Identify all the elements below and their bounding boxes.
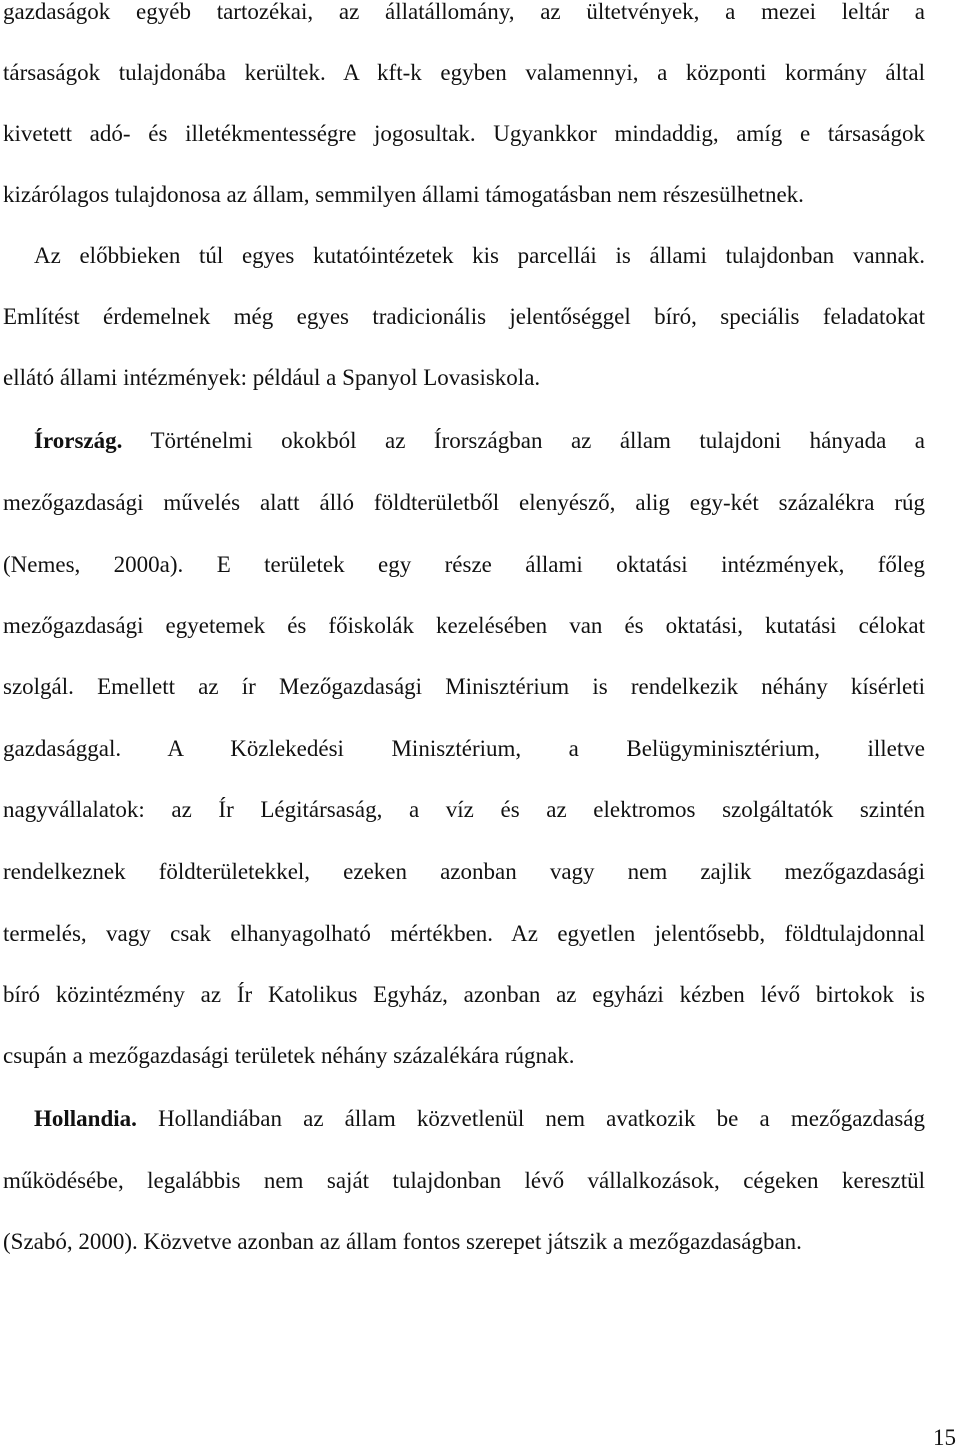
text-line: nagyvállalatok: az Ír Légitársaság, a víz és az elektromos szolgáltatók szintén	[3, 797, 925, 822]
text-line: termelés, vagy csak elhanyagolható mértékben. Az egyetlen jelentősebb, földtulajdonnal	[3, 921, 925, 946]
text-line: ellátó állami intézmények: például a Spanyol Lovasiskola.	[3, 365, 541, 390]
text-line: mezőgazdasági művelés alatt álló földterületből elenyésző, alig egy-két százalékra rúg	[3, 490, 925, 515]
page-number: 15	[933, 1425, 956, 1450]
text-line: csupán a mezőgazdasági területek néhány százalékára rúgnak.	[3, 1043, 575, 1068]
text-line: működésébe, legalábbis nem saját tulajdonban lévő vállalkozások, cégeken keresztül	[3, 1168, 925, 1193]
paragraph-first-line	[34, 1099, 925, 1139]
text-line: bíró közintézmény az Ír Katolikus Egyház, azonban az egyházi kézben lévő birtokok is	[3, 982, 925, 1007]
text-line: szolgál. Emellett az ír Mezőgazdasági Minisztérium is rendelkezik néhány kísérleti	[3, 674, 925, 699]
text-line: kivetett adó- és illetékmentességre jogosultak. Ugyankkor mindaddig, amíg e társaságok	[3, 121, 925, 146]
text-line: gazdasággal. A Közlekedési Minisztérium, a Belügyminisztérium, illetve	[3, 736, 925, 761]
text-line: Az előbbieken túl egyes kutatóintézetek kis parcellái is állami tulajdonban vannak.	[34, 243, 925, 268]
section-heading-hollandia: Hollandia.	[34, 1106, 137, 1131]
text-line: rendelkeznek földterületekkel, ezeken azonban vagy nem zajlik mezőgazdasági	[3, 859, 925, 884]
paragraph-first-line	[34, 421, 925, 461]
text-line: társaságok tulajdonába kerültek. A kft-k egyben valamennyi, a központi kormány által	[3, 60, 925, 85]
text-line: kizárólagos tulajdonosa az állam, semmilyen állami támogatásban nem részesülhetnek.	[3, 182, 804, 207]
paragraph-text: Történelmi okokból az Írországban az állam tulajdoni hányada a	[150, 428, 925, 453]
text-line: gazdaságok egyéb tartozékai, az állatállomány, az ültetvények, a mezei leltár a	[3, 0, 925, 24]
text-line: (Nemes, 2000a). E területek egy része állami oktatási intézmények, főleg	[3, 552, 925, 577]
text-line: Említést érdemelnek még egyes tradicionális jelentőséggel bíró, speciális feladatokat	[3, 304, 925, 329]
section-heading-irorszag: Írország.	[34, 428, 123, 453]
text-line: (Szabó, 2000). Közvetve azonban az állam fontos szerepet játszik a mezőgazdaságban.	[3, 1229, 802, 1254]
paragraph-text: Hollandiában az állam közvetlenül nem avatkozik be a mezőgazdaság	[158, 1106, 925, 1131]
text-line: mezőgazdasági egyetemek és főiskolák kezelésében van és oktatási, kutatási célokat	[3, 613, 925, 638]
